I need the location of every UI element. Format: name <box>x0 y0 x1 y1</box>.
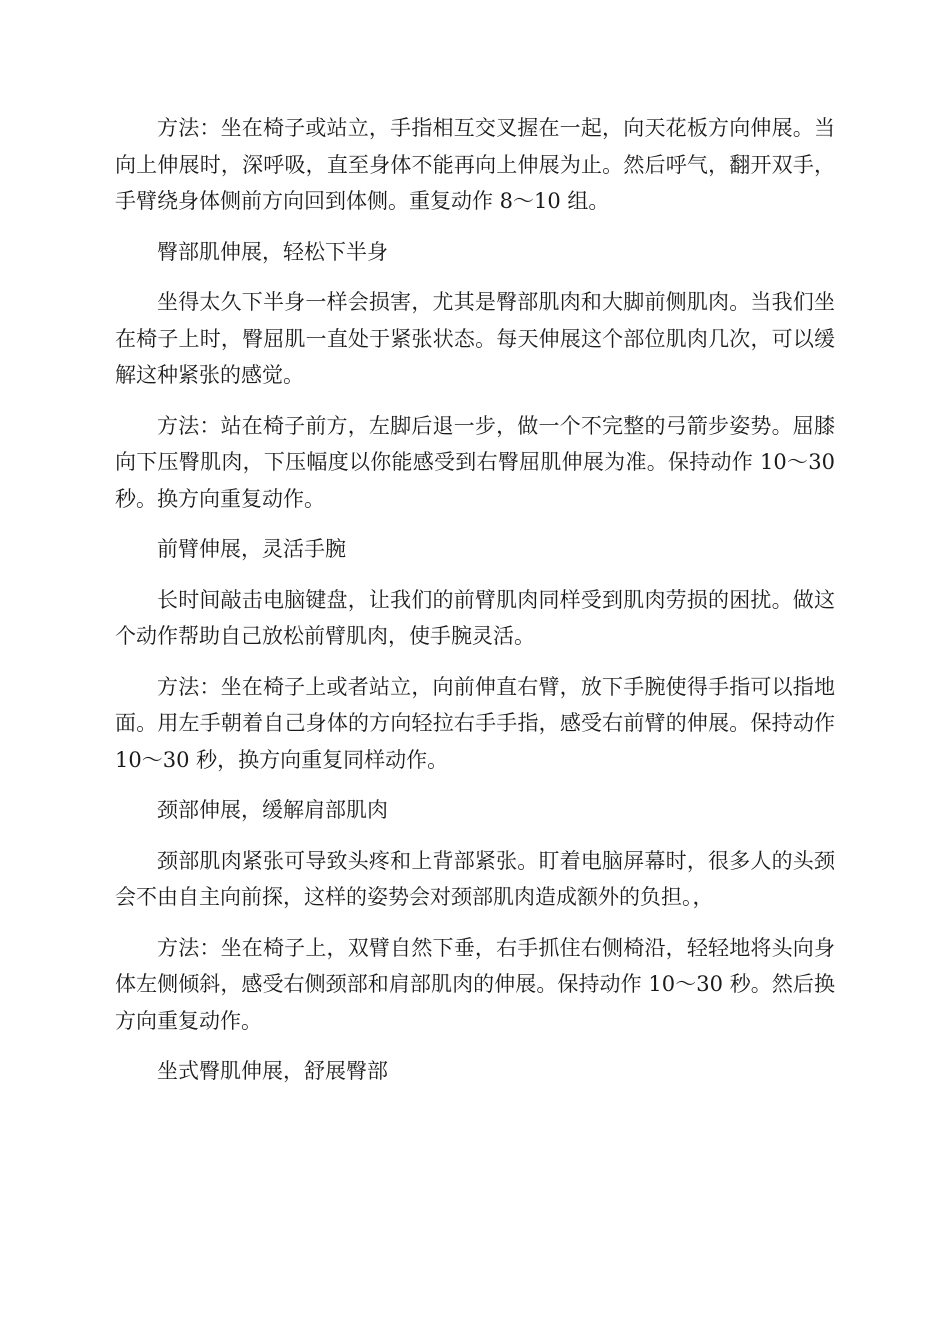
paragraph-forearm-intro: 长时间敲击电脑键盘，让我们的前臂肌肉同样受到肌肉劳损的困扰。做这个动作帮助自己放松前臂肌肉，使手腕灵活。 <box>115 587 835 648</box>
heading-hip-stretch: 臀部肌伸展，轻松下半身 <box>157 239 388 264</box>
document-page <box>115 110 835 1104</box>
paragraph-hip-intro: 坐得太久下半身一样会损害，尤其是臀部肌肉和大脚前侧肌肉。当我们坐在椅子上时，臀屈肌一直处于紧张状态。每天伸展这个部位肌肉几次，可以缓解这种紧张的感觉。 <box>115 290 835 387</box>
paragraph-method-neck-stretch: 方法：坐在椅子上，双臂自然下垂，右手抓住右侧椅沿，轻轻地将头向身体左侧倾斜，感受右侧颈部和肩部肌肉的伸展。保持动作 10～30 秒。然后换方向重复动作。 <box>115 935 835 1033</box>
paragraph-method-forearm-stretch: 方法：坐在椅子上或者站立，向前伸直右臂，放下手腕使得手指可以指地面。用左手朝着自己身体的方向轻拉右手手指，感受右前臂的伸展。保持动作 10～30 秒，换方向重复同样动作。 <box>115 674 835 772</box>
paragraph-method-overhead-stretch: 方法：坐在椅子或站立，手指相互交叉握在一起，向天花板方向伸展。当向上伸展时，深呼吸，直至身体不能再向上伸展为止。然后呼气，翻开双手，手臂绕身体侧前方向回到体侧。重复动作 8～10 组。 <box>115 116 835 213</box>
paragraph-neck-intro: 颈部肌肉紧张可导致头疼和上背部紧张。盯着电脑屏幕时，很多人的头颈会不由自主向前探，这样的姿势会对颈部肌肉造成额外的负担。， <box>115 848 835 909</box>
paragraph-method-hip-stretch: 方法：站在椅子前方，左脚后退一步，做一个不完整的弓箭步姿势。屈膝向下压臀肌肉，下压幅度以你能感受到右臀屈肌伸展为准。保持动作 10～30 秒。换方向重复动作。 <box>115 413 835 511</box>
heading-neck-stretch: 颈部伸展，缓解肩部肌肉 <box>157 798 388 822</box>
heading-seated-glute-stretch: 坐式臀肌伸展，舒展臀部 <box>157 1059 388 1083</box>
heading-forearm-stretch: 前臂伸展，灵活手腕 <box>157 537 346 561</box>
